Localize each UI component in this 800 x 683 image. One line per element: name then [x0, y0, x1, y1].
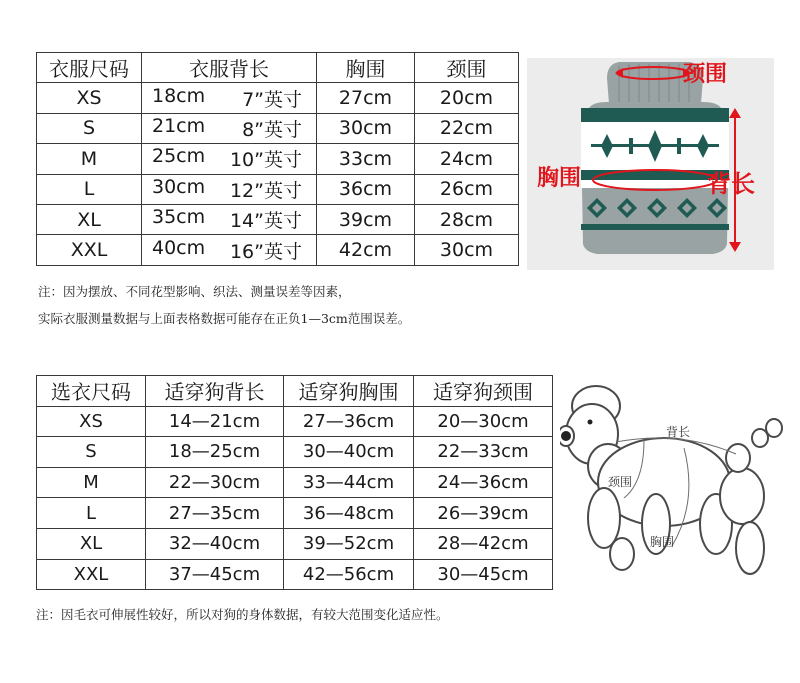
- length-inch: 12”英寸: [229, 179, 302, 202]
- table-row: [37, 83, 519, 113]
- header-chest: 胸围: [317, 53, 415, 83]
- length-cell: [142, 144, 317, 174]
- neck-cell: 24cm: [415, 144, 519, 174]
- table-row: [37, 235, 519, 265]
- dog-neck-cell: 22—33cm: [414, 437, 553, 468]
- length-cm: 18cm: [152, 84, 206, 107]
- table-row: [37, 528, 553, 559]
- neck-cell: 22cm: [415, 113, 519, 143]
- size-cell: L: [37, 498, 146, 529]
- length-cell: [142, 113, 317, 143]
- size-cell: L: [37, 174, 142, 204]
- length-cm: 30cm: [152, 175, 206, 198]
- dog-size-table: [36, 375, 553, 590]
- dog-neck-cell: 26—39cm: [414, 498, 553, 529]
- sweater-measurement-figure: [527, 58, 774, 270]
- length-inch: 10”英寸: [229, 149, 302, 172]
- length-inch: 16”英寸: [229, 240, 302, 263]
- sweater-length-label: 背长: [707, 170, 755, 198]
- sweater-neck-label: 颈围: [683, 62, 728, 87]
- table-row: [37, 467, 553, 498]
- length-inch: 14”英寸: [229, 210, 302, 233]
- header-size-choice: 选衣尺码: [37, 376, 146, 407]
- dog-neck-label: 颈围: [608, 475, 633, 489]
- table-row: [37, 437, 553, 468]
- garment-size-table: [36, 52, 519, 266]
- size-cell: XL: [37, 528, 146, 559]
- size-cell: M: [37, 144, 142, 174]
- header-dog-chest: 适穿狗胸围: [284, 376, 414, 407]
- dog-chest-cell: 39—52cm: [284, 528, 414, 559]
- table-row: [37, 204, 519, 234]
- chest-cell: 33cm: [317, 144, 415, 174]
- measurement-note-line2: 实际衣服测量数据与上面表格数据可能存在正负1—3cm范围误差。: [38, 311, 411, 326]
- dog-chest-label: 胸围: [650, 535, 675, 549]
- dog-chest-cell: 30—40cm: [284, 437, 414, 468]
- measurement-note-line1: 注：因为摆放、不同花型影响、织法、测量误差等因素，: [38, 284, 351, 299]
- neck-cell: 20cm: [415, 83, 519, 113]
- sweater-chest-label: 胸围: [537, 166, 582, 191]
- header-neck: 颈围: [415, 53, 519, 83]
- length-cm: 25cm: [152, 145, 206, 168]
- elasticity-note: 注：因毛衣可伸展性较好，所以对狗的身体数据，有较大范围变化适应性。: [36, 607, 449, 622]
- dog-neck-cell: 30—45cm: [414, 559, 553, 590]
- size-cell: XL: [37, 204, 142, 234]
- length-cm: 40cm: [152, 236, 206, 259]
- neck-cell: 28cm: [415, 204, 519, 234]
- neck-cell: 30cm: [415, 235, 519, 265]
- header-dog-neck: 适穿狗颈围: [414, 376, 553, 407]
- length-cell: [142, 204, 317, 234]
- chest-cell: 30cm: [317, 113, 415, 143]
- dog-table-header-row: [37, 376, 553, 407]
- dog-length-cell: 14—21cm: [146, 406, 284, 437]
- length-inch: 7”英寸: [242, 88, 302, 111]
- length-cm: 35cm: [152, 206, 206, 229]
- dog-neck-cell: 28—42cm: [414, 528, 553, 559]
- dog-chest-cell: 36—48cm: [284, 498, 414, 529]
- dog-length-cell: 22—30cm: [146, 467, 284, 498]
- dog-measurement-figure: [560, 378, 792, 588]
- header-garment-length: 衣服背长: [142, 53, 317, 83]
- size-cell: XXL: [37, 235, 142, 265]
- length-cell: [142, 83, 317, 113]
- dog-neck-cell: 24—36cm: [414, 467, 553, 498]
- size-cell: S: [37, 113, 142, 143]
- dog-length-cell: 27—35cm: [146, 498, 284, 529]
- table-row: [37, 113, 519, 143]
- dog-chest-cell: 42—56cm: [284, 559, 414, 590]
- dog-length-cell: 37—45cm: [146, 559, 284, 590]
- dog-neck-cell: 20—30cm: [414, 406, 553, 437]
- table-row: [37, 498, 553, 529]
- header-dog-length: 适穿狗背长: [146, 376, 284, 407]
- chest-cell: 42cm: [317, 235, 415, 265]
- size-cell: XS: [37, 406, 146, 437]
- size-cell: XS: [37, 83, 142, 113]
- size-cell: S: [37, 437, 146, 468]
- dog-chest-cell: 33—44cm: [284, 467, 414, 498]
- length-cell: [142, 174, 317, 204]
- dog-chest-cell: 27—36cm: [284, 406, 414, 437]
- size-cell: M: [37, 467, 146, 498]
- dog-length-cell: 32—40cm: [146, 528, 284, 559]
- chest-cell: 39cm: [317, 204, 415, 234]
- garment-table-header-row: [37, 53, 519, 83]
- length-cm: 21cm: [152, 114, 206, 137]
- neck-cell: 26cm: [415, 174, 519, 204]
- header-garment-size: 衣服尺码: [37, 53, 142, 83]
- table-row: [37, 406, 553, 437]
- dog-length-label: 背长: [666, 425, 691, 439]
- table-row: [37, 174, 519, 204]
- chest-cell: 27cm: [317, 83, 415, 113]
- length-inch: 8”英寸: [242, 118, 302, 141]
- dog-length-cell: 18—25cm: [146, 437, 284, 468]
- length-cell: [142, 235, 317, 265]
- table-row: [37, 144, 519, 174]
- table-row: [37, 559, 553, 590]
- chest-cell: 36cm: [317, 174, 415, 204]
- size-cell: XXL: [37, 559, 146, 590]
